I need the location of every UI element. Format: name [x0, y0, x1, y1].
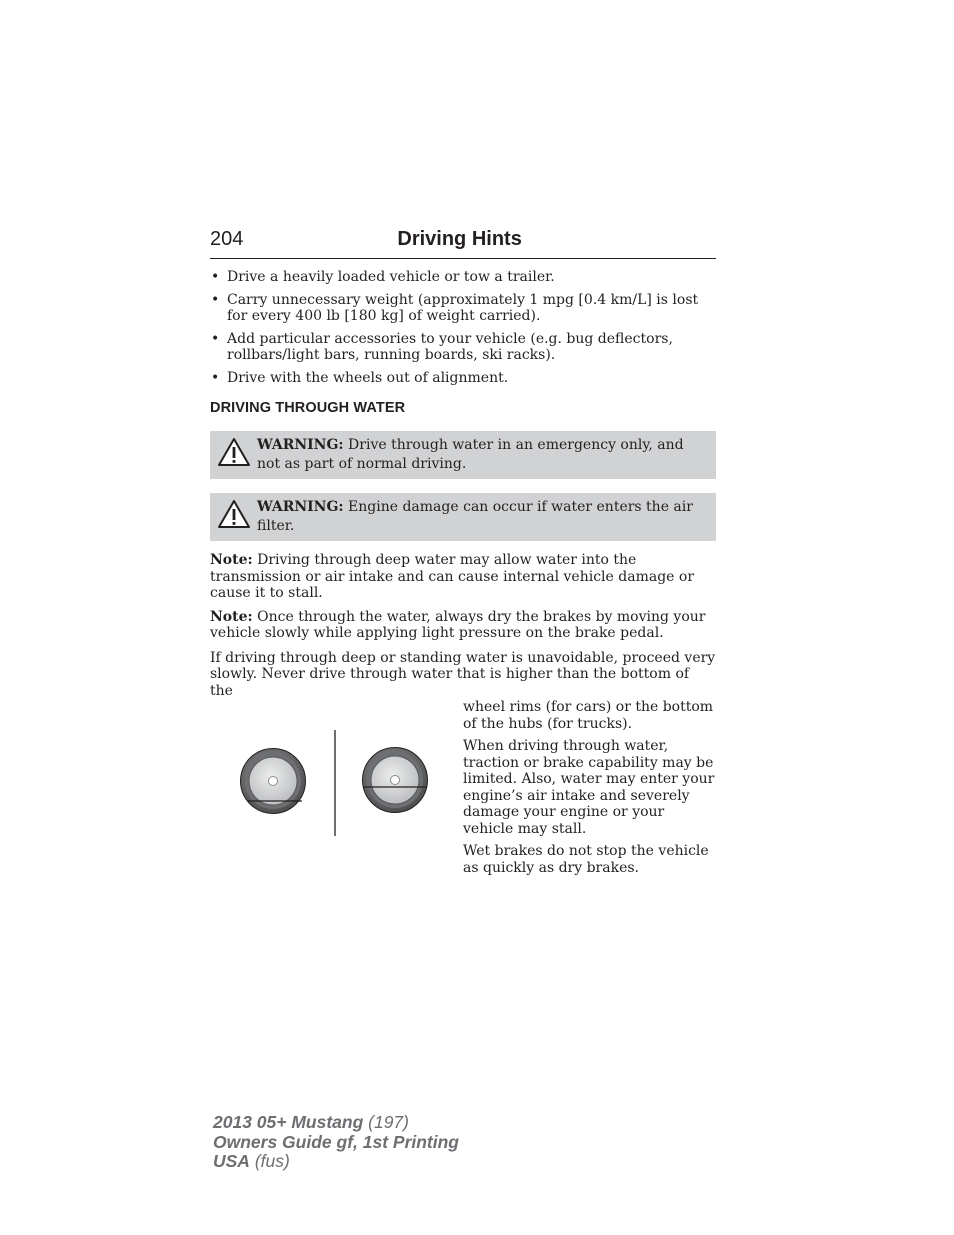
side-text-column: [463, 699, 716, 876]
warning-triangle-icon: [210, 436, 257, 467]
warning-triangle-icon: [210, 498, 257, 529]
figure-text-wrap: [210, 699, 716, 876]
car-wheel-icon: [241, 749, 306, 814]
footer-line: [213, 1113, 459, 1133]
note-label: Note:: [210, 552, 253, 568]
warning-label: WARNING:: [257, 499, 344, 515]
page-number: 204: [210, 228, 244, 250]
intro-paragraph: If driving through deep or standing water is unavoidable, proceed very slowly. Never drive through water that is higher than the bottom of the: [210, 649, 716, 699]
footer-line: Owners Guide gf, 1st Printing: [213, 1131, 459, 1152]
warning-text: [257, 498, 706, 536]
side-paragraph: Wet brakes do not stop the vehicle as quickly as dry brakes.: [463, 843, 709, 876]
footer-market-code: (fus): [249, 1151, 290, 1171]
truck-wheel-icon: [363, 748, 428, 813]
warning-text: [257, 436, 706, 474]
list-item: • Carry unnecessary weight (approximately 1 mpg [0.4 km/L] is lost for every 400 lb [180 kg] of weight carried).: [210, 292, 716, 325]
side-paragraph: wheel rims (for cars) or the bottom of the hubs (for trucks).: [463, 699, 714, 732]
wheel-water-level-illustration: [210, 699, 463, 874]
footer-model-code: (197): [363, 1112, 409, 1132]
list-item: • Add particular accessories to your vehicle (e.g. bug deflectors, rollbars/light bars, running boards, ski racks).: [210, 331, 716, 364]
side-paragraph: When driving through water, traction or brake capability may be limited. Also, water may enter your engine’s air intake and severely damage your engine or your vehicle may stall.: [463, 738, 715, 837]
page-title: Driving Hints: [397, 228, 522, 250]
warning-label: WARNING:: [257, 437, 344, 453]
wheel-illustration-svg: [210, 699, 463, 874]
section-heading: DRIVING THROUGH WATER: [210, 400, 406, 416]
warning-body: Engine damage can occur if water enters the air filter.: [257, 499, 693, 534]
footer-line: [213, 1152, 459, 1172]
note-paragraph: [210, 609, 716, 642]
list-item: • Drive with the wheels out of alignment.: [210, 370, 716, 387]
note-body: Driving through deep water may allow water into the transmission or air intake and can cause internal vehicle damage or cause it to stall.: [210, 552, 695, 601]
warning-box: [210, 431, 716, 479]
warning-box: [210, 493, 716, 541]
page-header: [210, 228, 716, 259]
list-item: • Drive a heavily loaded vehicle or tow a trailer.: [210, 269, 716, 286]
footer-market: USA: [213, 1151, 250, 1171]
note-label: Note:: [210, 608, 253, 625]
page-footer: [213, 1113, 459, 1172]
page: [210, 228, 716, 876]
note-body: Once through the water, always dry the brakes by moving your vehicle slowly while applying light pressure on the brake pedal.: [210, 608, 706, 641]
footer-model: 2013 05+ Mustang: [213, 1112, 364, 1132]
warning-body: Drive through water in an emergency only, and not as part of normal driving.: [257, 437, 684, 472]
bullet-list: [210, 269, 716, 386]
note-paragraph: [210, 552, 716, 602]
